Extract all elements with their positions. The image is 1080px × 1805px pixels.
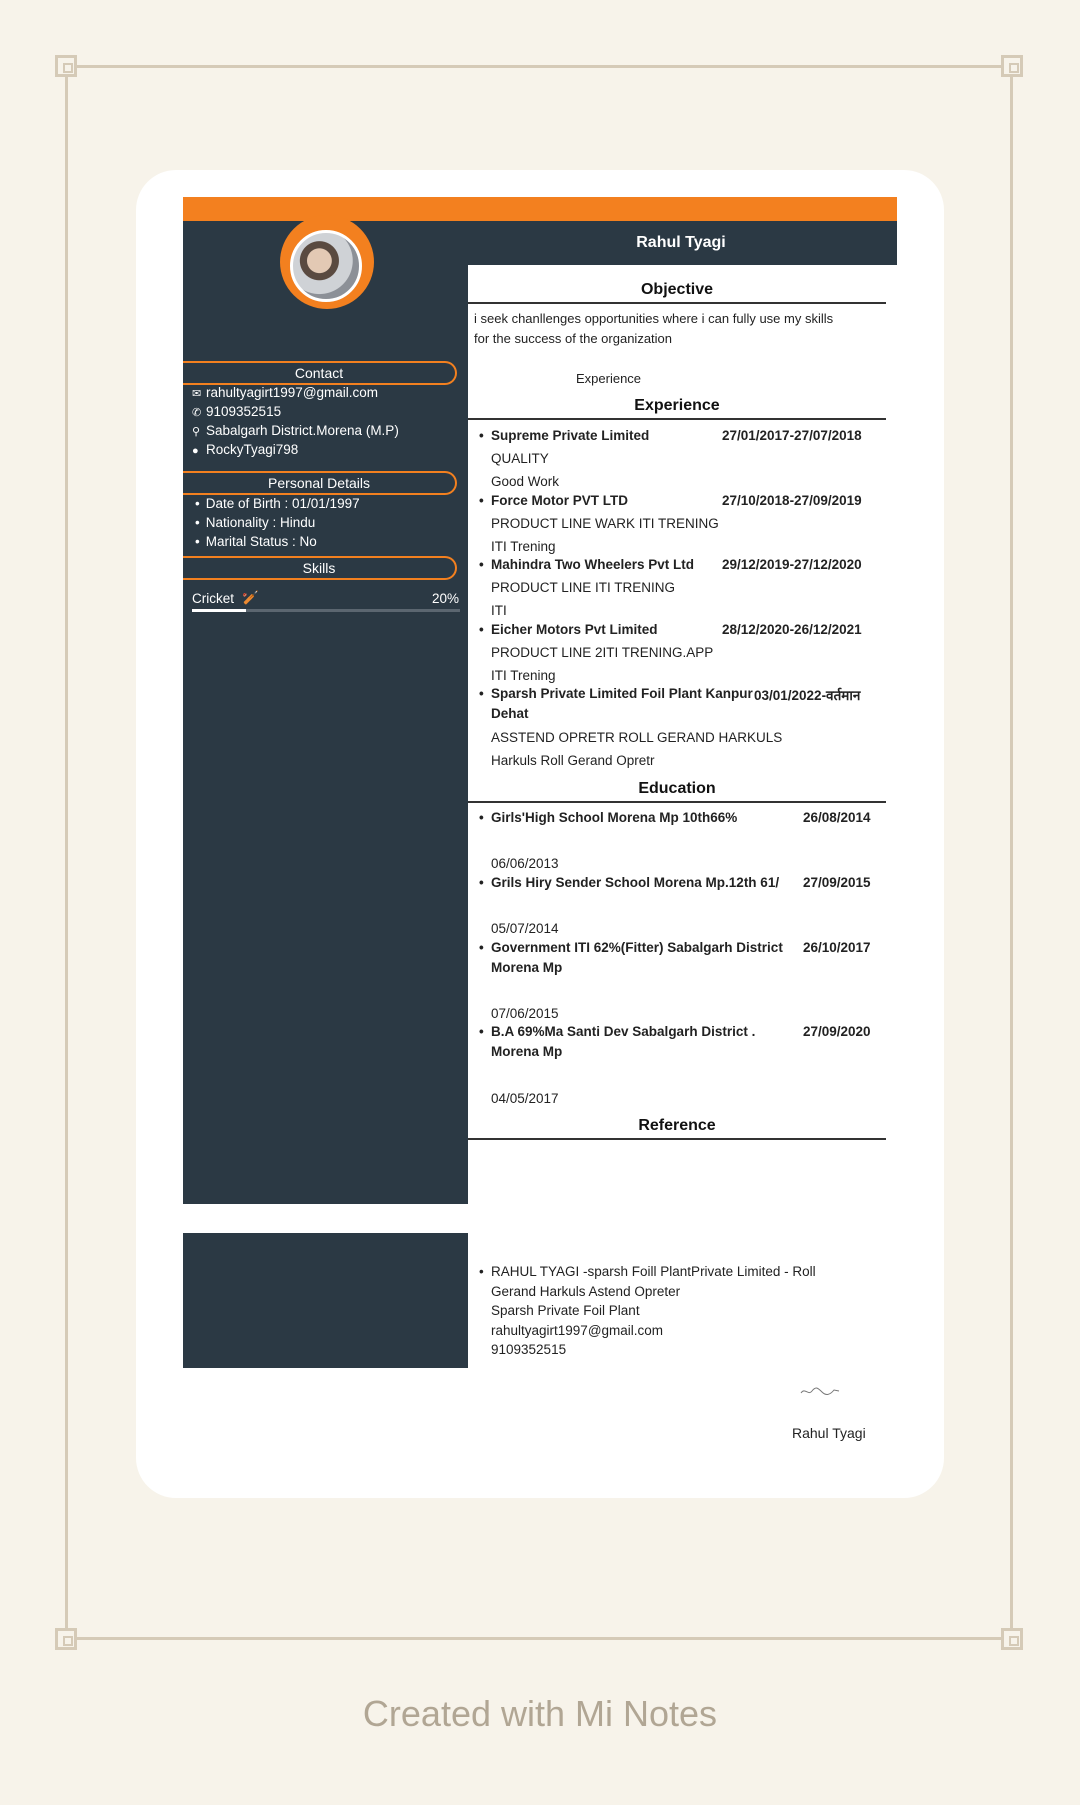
objective-line-1: i seek chanllenges opportunities where i can fully use my skills bbox=[474, 311, 834, 326]
reference-line: • RAHUL TYAGI -sparsh Foill PlantPrivate Limited - Roll bbox=[491, 1264, 816, 1279]
exp-detail: PRODUCT LINE ITI TRENING bbox=[491, 580, 676, 595]
objective-rule bbox=[468, 302, 886, 304]
skill-bar-fill bbox=[192, 609, 246, 612]
edu-school-cont: Morena Mp bbox=[491, 1044, 563, 1059]
resume-name: Rahul Tyagi bbox=[636, 234, 726, 251]
location-pin-icon: ⚲ bbox=[192, 426, 201, 438]
phone-icon: ✆ bbox=[192, 407, 202, 419]
exp-detail: QUALITY bbox=[491, 451, 549, 466]
signature-scribble bbox=[800, 1385, 840, 1397]
personal-nationality: • Nationality : Hindu bbox=[195, 515, 315, 530]
stray-experience-label: Experience bbox=[576, 371, 642, 386]
edu-school: • Grils Hiry Sender School Morena Mp.12th 61/ bbox=[491, 875, 779, 890]
edu-school: • Girls'High School Morena Mp 10th66% bbox=[491, 810, 737, 825]
edu-school-cont: Morena Mp bbox=[491, 960, 563, 975]
exp-detail: ITI Trening bbox=[491, 668, 556, 683]
edu-date: 27/09/2015 bbox=[803, 875, 871, 890]
edu-extra-date: 05/07/2014 bbox=[491, 921, 559, 936]
edu-extra-date: 04/05/2017 bbox=[491, 1091, 559, 1106]
exp-company: • Eicher Motors Pvt Limited bbox=[491, 622, 658, 637]
exp-detail: ITI Trening bbox=[491, 539, 556, 554]
edu-school: • Government ITI 62%(Fitter) Sabalgarh District bbox=[491, 940, 783, 955]
exp-company: • Force Motor PVT LTD bbox=[491, 493, 628, 508]
edu-extra-date: 07/06/2015 bbox=[491, 1006, 559, 1021]
profile-photo bbox=[290, 230, 362, 302]
objective-heading: Objective bbox=[640, 281, 714, 298]
cricket-bat-icon: 🏏 bbox=[242, 590, 259, 605]
exp-detail: Harkuls Roll Gerand Opretr bbox=[491, 753, 655, 768]
objective-line-2: for the success of the organization bbox=[474, 331, 673, 346]
skill-name: Cricket bbox=[192, 591, 235, 606]
frame-corner bbox=[55, 1628, 77, 1650]
exp-dates: 29/12/2019-27/12/2020 bbox=[722, 557, 862, 572]
exp-company: • Mahindra Two Wheelers Pvt Ltd bbox=[491, 557, 694, 572]
edu-date: 26/10/2017 bbox=[803, 940, 871, 955]
personal-details-heading: Personal Details bbox=[183, 471, 457, 495]
reference-rule bbox=[468, 1138, 886, 1140]
reference-phone: 9109352515 bbox=[491, 1342, 567, 1357]
exp-detail: PRODUCT LINE 2ITI TRENING.APP bbox=[491, 645, 714, 660]
experience-rule bbox=[468, 418, 886, 420]
contact-phone: ✆ 9109352515 bbox=[192, 404, 282, 419]
exp-detail: ITI bbox=[491, 603, 507, 618]
exp-detail: ASSTEND OPRETR ROLL GERAND HARKULS bbox=[491, 730, 783, 745]
mail-icon: ✉ bbox=[192, 388, 202, 400]
exp-dates: 03/01/2022-वर्तमान bbox=[754, 688, 861, 703]
header-accent-bar bbox=[183, 197, 897, 221]
exp-company: • Supreme Private Limited bbox=[491, 428, 649, 443]
experience-heading: Experience bbox=[634, 397, 720, 414]
frame-corner bbox=[1001, 1628, 1023, 1650]
reference-email: rahultyagirt1997@gmail.com bbox=[491, 1323, 664, 1338]
sidebar-footer-block bbox=[183, 1233, 468, 1368]
contact-heading: Contact bbox=[183, 361, 457, 385]
edu-date: 26/08/2014 bbox=[803, 810, 871, 825]
created-with-footer: Created with Mi Notes bbox=[362, 1693, 718, 1734]
skill-percent: 20% bbox=[432, 591, 460, 606]
exp-company: • Sparsh Private Limited Foil Plant Kanpur bbox=[491, 686, 753, 701]
reference-heading: Reference bbox=[638, 1117, 716, 1134]
frame-corner bbox=[1001, 55, 1023, 77]
personal-marital-status: • Marital Status : No bbox=[195, 534, 317, 549]
education-heading: Education bbox=[638, 780, 716, 797]
education-rule bbox=[468, 801, 886, 803]
skills-heading: Skills bbox=[183, 556, 457, 580]
exp-dates: 27/10/2018-27/09/2019 bbox=[722, 493, 862, 508]
exp-detail: Good Work bbox=[491, 474, 560, 489]
exp-dates: 27/01/2017-27/07/2018 bbox=[722, 428, 862, 443]
contact-handle: ● RockyTyagi798 bbox=[192, 442, 299, 457]
reference-line: Sparsh Private Foil Plant bbox=[491, 1303, 640, 1318]
frame-corner bbox=[55, 55, 77, 77]
personal-dob: • Date of Birth : 01/01/1997 bbox=[195, 496, 360, 511]
contact-address: ⚲ Sabalgarh District.Morena (M.P) bbox=[192, 423, 399, 438]
edu-date: 27/09/2020 bbox=[803, 1024, 871, 1039]
exp-dates: 28/12/2020-26/12/2021 bbox=[722, 622, 862, 637]
exp-detail: PRODUCT LINE WARK ITI TRENING bbox=[491, 516, 719, 531]
edu-extra-date: 06/06/2013 bbox=[491, 856, 559, 871]
exp-company-cont: Dehat bbox=[491, 706, 529, 721]
contact-email: ✉ rahultyagirt1997@gmail.com bbox=[192, 385, 379, 400]
globe-icon: ● bbox=[192, 445, 199, 457]
signature-name: Rahul Tyagi bbox=[792, 1425, 866, 1441]
reference-line: Gerand Harkuls Astend Opreter bbox=[491, 1284, 681, 1299]
edu-school: • B.A 69%Ma Santi Dev Sabalgarh District . bbox=[491, 1024, 755, 1039]
